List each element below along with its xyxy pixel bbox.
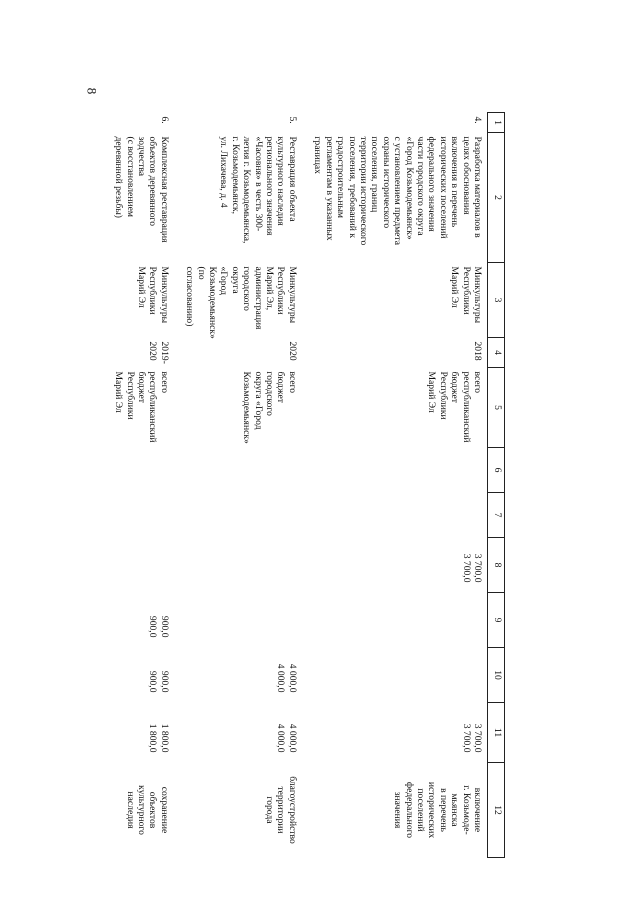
expected-result-line: культурного <box>136 785 148 835</box>
column-number-8: 8 <box>488 538 505 593</box>
measure-name-line: летия г. Козьмодемьянска, <box>241 136 253 244</box>
measure-name-line: целях обоснования <box>460 136 472 215</box>
column-number-12: 12 <box>488 763 505 858</box>
executor <box>103 263 174 338</box>
value-col-11 <box>302 703 488 763</box>
value-col-10-line: 4 000,0 <box>275 663 287 693</box>
funding-source-line: Козьмодемьянск» <box>241 371 253 444</box>
program-table <box>103 112 505 858</box>
executor-line: Минкультуры <box>158 266 170 324</box>
funding-source-line: Марий Эл <box>426 371 438 413</box>
expected-result-line: г. Козьмоде- <box>460 785 472 835</box>
value-col-11-line: 1 800,0 <box>158 723 170 753</box>
funding-source-line: республиканский <box>460 371 472 443</box>
measure-name-line: части городского округа <box>414 136 426 236</box>
row-number: 5. <box>286 116 298 124</box>
value-col-10-line: 900,0 <box>158 670 170 693</box>
value-col-11-line: 3 700,0 <box>472 723 483 753</box>
value-col-7 <box>103 493 174 538</box>
period <box>302 338 488 368</box>
measure-name <box>174 133 302 263</box>
executor-line: (по согласованию) <box>184 266 207 327</box>
measure-name-line: деревянной резьбы) <box>113 136 125 218</box>
measure-name-line: регламентам в указанных <box>323 136 335 241</box>
measure-name-line: зодчества <box>136 136 148 177</box>
value-col-11 <box>174 703 302 763</box>
rotated-table-sheet <box>95 112 505 857</box>
expected-result-line: благоустройство <box>286 776 298 844</box>
funding-source <box>174 368 302 448</box>
value-col-10 <box>174 648 302 703</box>
value-col-8-line: 3 700,0 <box>472 553 483 583</box>
measure-name-line: охраны исторического <box>380 136 392 229</box>
value-col-11-line: 4 000,0 <box>286 723 298 753</box>
funding-source-line: Республики <box>124 371 136 420</box>
executor <box>174 263 302 338</box>
column-number-1: 1 <box>488 113 505 133</box>
period-line: 2020 <box>286 341 298 361</box>
measure-name-line: «Часовня» в честь 300- <box>252 136 264 232</box>
value-col-7 <box>174 493 302 538</box>
value-col-10 <box>302 648 488 703</box>
measure-name-line: градостроительным <box>335 136 347 218</box>
expected-result-line: города <box>264 796 276 824</box>
expected-result <box>103 763 174 858</box>
executor <box>302 263 488 338</box>
period-line: 2020 <box>147 341 159 361</box>
value-col-7 <box>302 493 488 538</box>
measure-name-line: границах <box>312 136 324 174</box>
column-number-10: 10 <box>488 648 505 703</box>
row-number: 6. <box>158 116 170 124</box>
measure-name-line: включения в перечень <box>449 136 461 228</box>
period <box>174 338 302 368</box>
measure-name-line: поселения, требований к <box>346 136 358 238</box>
value-col-8 <box>103 538 174 593</box>
funding-source-line: всего <box>472 371 483 394</box>
measure-name-line: (с восстановлением <box>124 136 136 217</box>
column-number-row <box>488 113 505 858</box>
expected-result-line: включение <box>472 787 483 833</box>
column-number-11: 11 <box>488 703 505 763</box>
value-col-9 <box>302 593 488 648</box>
measure-name-line: ул. Лихачева, д. 4 <box>218 136 230 208</box>
funding-source-line: округа «Город <box>252 371 264 430</box>
expected-result <box>174 763 302 858</box>
measure-name-line: территории исторического <box>357 136 369 246</box>
value-col-11 <box>103 703 174 763</box>
value-col-10 <box>103 648 174 703</box>
column-number-2: 2 <box>488 133 505 263</box>
value-col-6 <box>174 448 302 493</box>
funding-source <box>103 368 174 448</box>
column-number-6: 6 <box>488 448 505 493</box>
page-number: 8 <box>84 87 100 95</box>
funding-source-line: всего <box>286 371 298 394</box>
executor-line: Республики <box>275 266 287 315</box>
funding-source-line: Марий Эл <box>113 371 125 413</box>
expected-result-line: сохранение <box>158 786 170 834</box>
executor-line: Марий Эл <box>449 266 461 308</box>
measure-name-line: объектов деревянного <box>147 136 159 227</box>
expected-result-line: поселений <box>414 788 426 832</box>
executor-line: «Город <box>218 266 230 295</box>
executor-line: городского округа <box>229 266 253 311</box>
measure-name-line: г. Козьмодемьянск, <box>229 136 241 215</box>
measure-name <box>103 133 174 263</box>
funding-source-line: бюджет <box>275 371 287 403</box>
period <box>103 338 174 368</box>
funding-source-line: Республики <box>437 371 449 420</box>
measure-name-line: поселения, границ <box>369 136 381 213</box>
value-col-8 <box>302 538 488 593</box>
value-col-11-line: 4 000,0 <box>275 723 287 753</box>
value-col-9 <box>103 593 174 648</box>
expected-result-line: объектов <box>147 791 159 829</box>
funding-source-line: городского <box>264 371 276 416</box>
column-number-7: 7 <box>488 493 505 538</box>
period-line: 2019- <box>158 341 170 364</box>
value-col-9-line: 900,0 <box>147 615 159 638</box>
measure-name-line: Комплексная реставрация <box>158 136 170 243</box>
value-col-11-line: 1 800,0 <box>147 723 159 753</box>
expected-result-line: значения <box>392 791 404 829</box>
executor-line: Марий Эл <box>136 266 148 308</box>
value-col-8-line: 3 700,0 <box>460 553 472 583</box>
expected-result-line: федерального <box>403 781 415 839</box>
measure-name-line: Реставрация объекта <box>286 136 298 222</box>
executor-line: Республики <box>460 266 472 315</box>
row-number: 4. <box>472 116 483 124</box>
expected-result-line: территории <box>275 786 287 834</box>
table-row <box>103 113 174 858</box>
table-row <box>302 113 488 858</box>
executor-line: Минкультуры <box>286 266 298 324</box>
value-col-9-line: 900,0 <box>158 615 170 638</box>
value-col-10-line: 900,0 <box>147 670 159 693</box>
measure-name-line: исторических поселений <box>437 136 449 239</box>
measure-name-line: федерального значения <box>426 136 438 232</box>
executor-line: Марий Эл, <box>264 266 276 311</box>
value-col-8 <box>174 538 302 593</box>
funding-source-line: республиканский <box>147 371 159 443</box>
funding-source <box>302 368 488 448</box>
expected-result <box>302 763 488 858</box>
executor-line: Минкультуры <box>472 266 483 324</box>
executor-line: Республики <box>147 266 159 315</box>
table-row <box>174 113 302 858</box>
funding-source-line: бюджет <box>136 371 148 403</box>
executor-line: Козьмодемьянск» <box>207 266 219 339</box>
measure-name-line: с установлением предмета <box>392 136 404 245</box>
value-col-6 <box>302 448 488 493</box>
expected-result-line: мьянска <box>449 793 461 827</box>
measure-name-line: «Город Козьмодемьянск» <box>403 136 415 240</box>
expected-result-line: исторических <box>426 781 438 839</box>
value-col-10-line: 4 000,0 <box>286 663 298 693</box>
expected-result-line: наследия <box>124 791 136 829</box>
executor-line: администрация <box>252 266 264 330</box>
column-number-9: 9 <box>488 593 505 648</box>
measure-name-line: культурного наследия <box>275 136 287 226</box>
column-number-4: 4 <box>488 338 505 368</box>
value-col-9 <box>174 593 302 648</box>
measure-name-line: Разработка материалов в <box>472 136 483 238</box>
column-number-5: 5 <box>488 368 505 448</box>
value-col-6 <box>103 448 174 493</box>
funding-source-line: бюджет <box>449 371 461 403</box>
value-col-11-line: 3 700,0 <box>460 723 472 753</box>
measure-name-line: регионального значения <box>264 136 276 236</box>
period-line: 2018 <box>472 341 483 361</box>
measure-name <box>302 133 488 263</box>
column-number-3: 3 <box>488 263 505 338</box>
funding-source-line: всего <box>158 371 170 394</box>
expected-result-line: в перечень <box>437 788 449 832</box>
